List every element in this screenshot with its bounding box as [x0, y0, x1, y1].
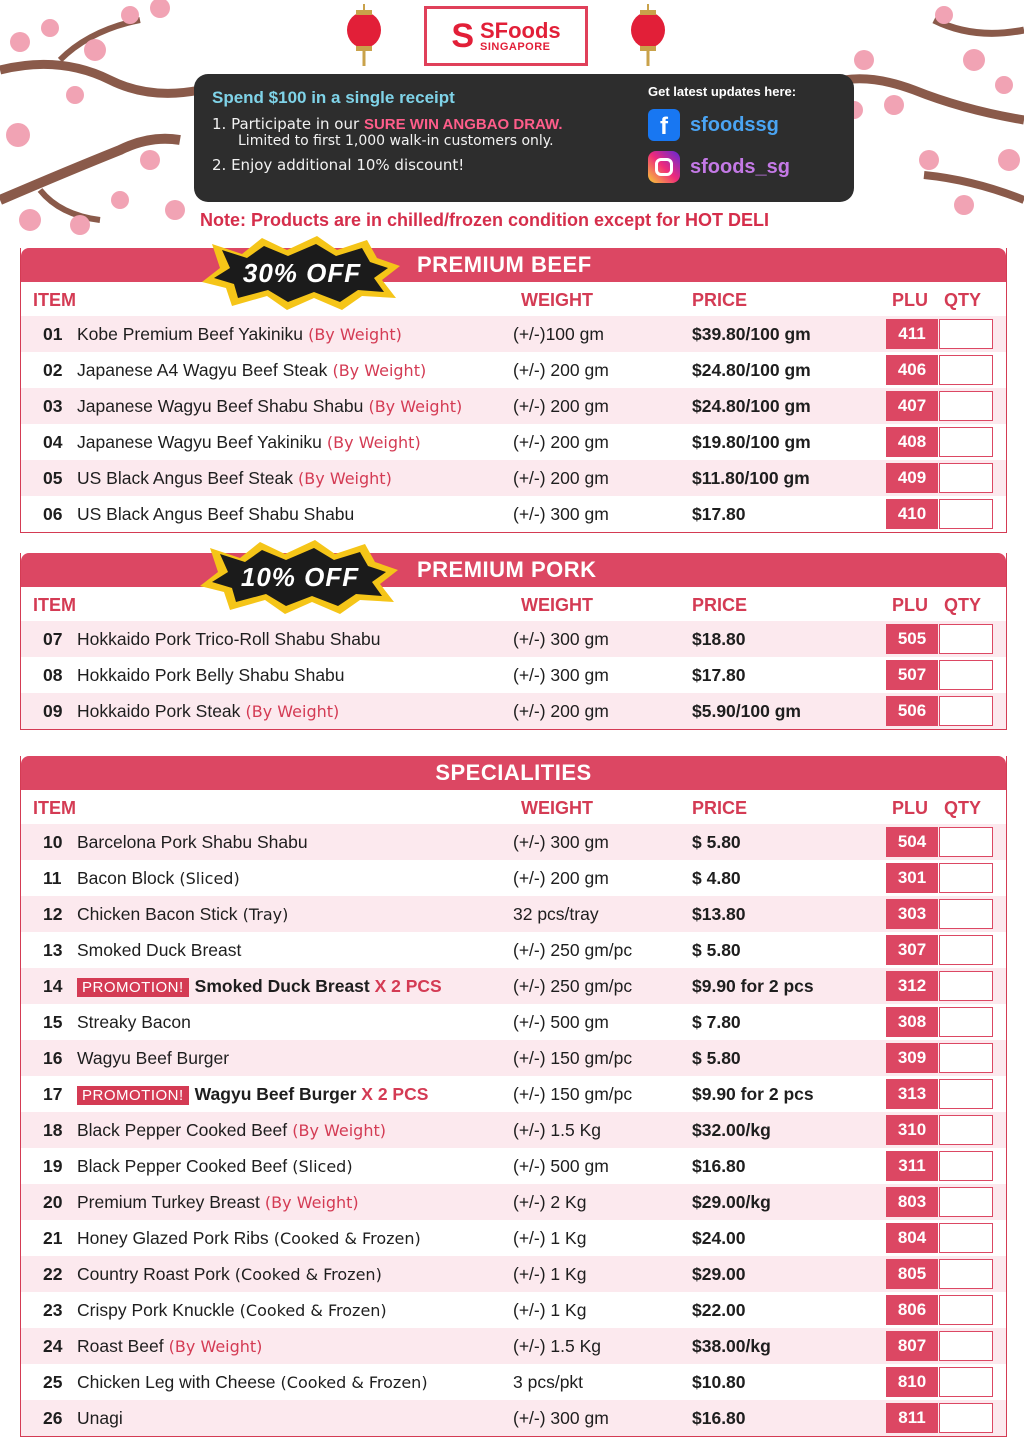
item-price: $ 4.80 — [692, 868, 741, 888]
item-name: Smoked Duck Breast — [77, 940, 242, 960]
instagram-icon — [648, 151, 680, 183]
plu-code: 411 — [886, 319, 938, 349]
section-premium-beef — [20, 248, 1007, 533]
qty-box[interactable] — [939, 499, 993, 529]
plu-code: 811 — [886, 1403, 938, 1433]
item-name-cell — [77, 360, 426, 381]
table-row — [21, 1220, 1006, 1256]
table-row — [21, 657, 1006, 693]
item-name-cell — [77, 1408, 123, 1429]
plu-code: 504 — [886, 827, 938, 857]
item-qualifier: (Cooked & Frozen) — [229, 1265, 382, 1284]
item-number: 14 — [43, 976, 63, 996]
item-number: 21 — [43, 1228, 63, 1248]
item-name-cell — [77, 665, 345, 686]
item-price: $16.80 — [692, 1156, 746, 1176]
qty-box[interactable] — [939, 899, 993, 929]
item-number: 01 — [43, 324, 63, 344]
item-name-cell — [77, 1300, 387, 1321]
plu-code: 313 — [886, 1079, 938, 1109]
item-qualifier: X 2 PCS — [369, 976, 442, 996]
promo-panel — [194, 74, 854, 202]
item-price: $18.80 — [692, 629, 746, 649]
brand-name: SFoods — [480, 17, 561, 43]
plu-code: 303 — [886, 899, 938, 929]
table-row — [21, 352, 1006, 388]
blossom-branch-left — [0, 0, 215, 235]
item-weight: (+/-) 1.5 Kg — [513, 1336, 602, 1356]
item-weight: (+/-)100 gm — [513, 324, 604, 344]
promo-line-1-text: 1. Participate in our — [212, 115, 364, 133]
item-name: Chicken Leg with Cheese — [77, 1372, 276, 1392]
item-name: Streaky Bacon — [77, 1012, 191, 1032]
item-price: $39.80/100 gm — [692, 324, 811, 344]
item-number: 07 — [43, 629, 63, 649]
item-name: Hokkaido Pork Steak — [77, 701, 241, 721]
col-weight: WEIGHT — [521, 595, 593, 615]
item-number: 03 — [43, 396, 63, 416]
item-qualifier: (By Weight) — [287, 1121, 386, 1140]
item-name-cell — [77, 868, 240, 889]
qty-box[interactable] — [939, 624, 993, 654]
plu-code: 505 — [886, 624, 938, 654]
qty-box[interactable] — [939, 1295, 993, 1325]
table-row — [21, 1112, 1006, 1148]
item-weight: (+/-) 250 gm/pc — [513, 976, 633, 996]
item-price: $5.90/100 gm — [692, 701, 801, 721]
item-qualifier: (Cooked & Frozen) — [234, 1301, 387, 1320]
item-name: Wagyu Beef Burger — [194, 1084, 357, 1104]
item-qualifier: (Sliced) — [287, 1157, 353, 1176]
item-name-cell — [77, 1336, 262, 1357]
qty-box[interactable] — [939, 463, 993, 493]
item-weight: (+/-) 300 gm — [513, 1408, 609, 1428]
item-name: US Black Angus Beef Shabu Shabu — [77, 504, 355, 524]
section-title: SPECIALITIES — [21, 756, 1006, 790]
promo-line-2: 2. Enjoy additional 10% discount! — [212, 156, 465, 174]
item-weight: (+/-) 150 gm/pc — [513, 1084, 633, 1104]
col-plu: PLU — [892, 798, 928, 818]
qty-box[interactable] — [939, 827, 993, 857]
item-weight: (+/-) 2 Kg — [513, 1192, 587, 1212]
plu-code: 807 — [886, 1331, 938, 1361]
item-price: $29.00/kg — [692, 1192, 771, 1212]
item-name: Honey Glazed Pork Ribs — [77, 1228, 269, 1248]
item-qualifier: (By Weight) — [303, 325, 402, 344]
item-name: Black Pepper Cooked Beef — [77, 1156, 288, 1176]
col-item: ITEM — [33, 290, 76, 310]
col-plu: PLU — [892, 290, 928, 310]
item-price: $17.80 — [692, 665, 746, 685]
item-name-cell — [77, 1012, 191, 1033]
qty-box[interactable] — [939, 696, 993, 726]
plu-code: 410 — [886, 499, 938, 529]
item-weight: (+/-) 1 Kg — [513, 1264, 587, 1284]
qty-box[interactable] — [939, 355, 993, 385]
table-row — [21, 693, 1006, 729]
qty-box[interactable] — [939, 1259, 993, 1289]
item-price: $ 7.80 — [692, 1012, 741, 1032]
item-number: 02 — [43, 360, 63, 380]
qty-box[interactable] — [939, 1367, 993, 1397]
item-weight: 3 pcs/pkt — [513, 1372, 584, 1392]
plu-code: 806 — [886, 1295, 938, 1325]
table-row — [21, 424, 1006, 460]
item-qualifier: (By Weight) — [321, 433, 421, 452]
qty-box[interactable] — [939, 319, 993, 349]
item-name: Japanese A4 Wagyu Beef Steak — [77, 360, 328, 380]
qty-box[interactable] — [939, 1151, 993, 1181]
qty-box[interactable] — [939, 971, 993, 1001]
col-price: PRICE — [692, 798, 748, 818]
item-price: $17.80 — [692, 504, 746, 524]
item-list — [21, 316, 1006, 532]
table-row — [21, 1040, 1006, 1076]
table-row — [21, 1184, 1006, 1220]
plu-code: 406 — [886, 355, 938, 385]
table-row — [21, 388, 1006, 424]
promotion-tag: PROMOTION! — [77, 1086, 189, 1105]
item-number: 20 — [43, 1192, 63, 1212]
column-headers — [21, 282, 1006, 316]
section-title: PREMIUM PORK — [21, 553, 1006, 587]
social-links — [648, 84, 838, 183]
item-name-cell — [77, 1084, 428, 1105]
table-row — [21, 1256, 1006, 1292]
table-row — [21, 932, 1006, 968]
item-name-cell — [77, 940, 241, 961]
table-row — [21, 1328, 1006, 1364]
item-name-cell — [77, 1156, 353, 1177]
item-price: $38.00/kg — [692, 1336, 771, 1356]
item-name: Wagyu Beef Burger — [77, 1048, 230, 1068]
qty-box[interactable] — [939, 391, 993, 421]
table-row — [21, 460, 1006, 496]
item-weight: (+/-) 500 gm — [513, 1012, 609, 1032]
table-row — [21, 1076, 1006, 1112]
item-price: $22.00 — [692, 1300, 746, 1320]
discount-badge-pork — [200, 540, 400, 614]
item-weight: (+/-) 1 Kg — [513, 1300, 587, 1320]
table-row — [21, 316, 1006, 352]
section-title: PREMIUM BEEF — [21, 248, 1006, 282]
table-row — [21, 824, 1006, 860]
item-name-cell — [77, 1264, 382, 1285]
qty-box[interactable] — [939, 427, 993, 457]
item-weight: (+/-) 200 gm — [513, 396, 609, 416]
item-weight: (+/-) 200 gm — [513, 360, 609, 380]
item-qualifier: (By Weight) — [292, 469, 392, 488]
item-name: Chicken Bacon Stick — [77, 904, 238, 924]
item-weight: (+/-) 250 gm/pc — [513, 940, 633, 960]
table-row — [21, 1004, 1006, 1040]
item-name: Black Pepper Cooked Beef — [77, 1120, 288, 1140]
lantern-icon — [346, 4, 382, 66]
badge-label: 30% OFF — [242, 258, 362, 288]
item-list — [21, 621, 1006, 729]
item-qualifier: (Cooked & Frozen) — [268, 1229, 421, 1248]
item-weight: (+/-) 300 gm — [513, 665, 609, 685]
item-price: $ 5.80 — [692, 1048, 741, 1068]
item-weight: (+/-) 1.5 Kg — [513, 1120, 602, 1140]
plu-code: 310 — [886, 1115, 938, 1145]
table-row — [21, 1148, 1006, 1184]
item-name: Barcelona Pork Shabu Shabu — [77, 832, 308, 852]
item-number: 08 — [43, 665, 63, 685]
item-name: Bacon Block — [77, 868, 175, 888]
item-weight: (+/-) 1 Kg — [513, 1228, 587, 1248]
item-number: 22 — [43, 1264, 63, 1284]
item-name: Unagi — [77, 1408, 123, 1428]
item-qualifier: (By Weight) — [259, 1193, 359, 1212]
item-name-cell — [77, 432, 421, 453]
brand-subtitle: SINGAPORE — [480, 40, 551, 53]
brand-logo — [424, 6, 588, 66]
item-price: $13.80 — [692, 904, 746, 924]
item-weight: (+/-) 200 gm — [513, 868, 609, 888]
table-row — [21, 621, 1006, 657]
condition-note: Note: Products are in chilled/frozen condition except for HOT DELI — [200, 210, 770, 230]
table-row — [21, 1364, 1006, 1400]
plu-code: 804 — [886, 1223, 938, 1253]
item-name: Smoked Duck Breast — [194, 976, 370, 996]
item-qualifier: (Tray) — [237, 905, 289, 924]
item-name-cell — [77, 1192, 359, 1213]
logo-mark-icon: S — [451, 16, 474, 55]
qty-box[interactable] — [939, 1115, 993, 1145]
item-name-cell — [77, 832, 308, 853]
item-price: $24.80/100 gm — [692, 396, 811, 416]
qty-box[interactable] — [939, 660, 993, 690]
item-qualifier: (By Weight) — [327, 361, 427, 380]
table-row — [21, 860, 1006, 896]
item-number: 04 — [43, 432, 63, 452]
table-row — [21, 1292, 1006, 1328]
promotion-tag: PROMOTION! — [77, 978, 189, 997]
col-weight: WEIGHT — [521, 290, 593, 310]
facebook-link[interactable] — [648, 109, 838, 141]
item-name: Japanese Wagyu Beef Shabu Shabu — [77, 396, 364, 416]
item-number: 05 — [43, 468, 63, 488]
item-name-cell — [77, 629, 381, 650]
item-qualifier: (Sliced) — [174, 869, 240, 888]
item-name: Hokkaido Pork Trico-Roll Shabu Shabu — [77, 629, 381, 649]
table-row — [21, 896, 1006, 932]
column-headers — [21, 587, 1006, 621]
promo-line-1-sub: Limited to first 1,000 walk-in customers only. — [238, 133, 554, 149]
item-weight: (+/-) 200 gm — [513, 432, 609, 452]
item-price: $ 5.80 — [692, 940, 741, 960]
plu-code: 408 — [886, 427, 938, 457]
item-price: $10.80 — [692, 1372, 746, 1392]
item-name-cell — [77, 904, 288, 925]
plu-code: 301 — [886, 863, 938, 893]
item-number: 06 — [43, 504, 63, 524]
col-qty: QTY — [944, 290, 982, 310]
column-headers — [21, 790, 1006, 824]
item-number: 15 — [43, 1012, 63, 1032]
facebook-handle: sfoodssg — [690, 113, 779, 136]
item-weight: (+/-) 300 gm — [513, 629, 609, 649]
plu-code: 506 — [886, 696, 938, 726]
item-name: Japanese Wagyu Beef Yakiniku — [77, 432, 322, 452]
col-item: ITEM — [33, 595, 76, 615]
item-number: 12 — [43, 904, 63, 924]
col-price: PRICE — [692, 290, 748, 310]
plu-code: 409 — [886, 463, 938, 493]
item-price: $9.90 for 2 pcs — [692, 976, 814, 996]
qty-box[interactable] — [939, 1079, 993, 1109]
item-price: $29.00 — [692, 1264, 746, 1284]
item-list — [21, 824, 1006, 1436]
plu-code: 311 — [886, 1151, 938, 1181]
item-number: 24 — [43, 1336, 63, 1356]
item-number: 25 — [43, 1372, 63, 1392]
item-name-cell — [77, 701, 339, 722]
item-number: 17 — [43, 1084, 63, 1104]
col-price: PRICE — [692, 595, 748, 615]
lantern-icon — [630, 4, 666, 66]
item-name: Premium Turkey Breast — [77, 1192, 260, 1212]
item-weight: (+/-) 200 gm — [513, 701, 609, 721]
instagram-handle: sfoods_sg — [690, 155, 791, 178]
instagram-link[interactable] — [648, 151, 838, 183]
item-qualifier: (By Weight) — [240, 702, 340, 721]
qty-box[interactable] — [939, 1043, 993, 1073]
plu-code: 507 — [886, 660, 938, 690]
item-name: US Black Angus Beef Steak — [77, 468, 293, 488]
col-weight: WEIGHT — [521, 798, 593, 818]
item-price: $24.00 — [692, 1228, 746, 1248]
item-weight: (+/-) 300 gm — [513, 504, 609, 524]
section-premium-pork — [20, 553, 1007, 730]
item-name-cell — [77, 396, 462, 417]
item-qualifier: (Cooked & Frozen) — [275, 1373, 428, 1392]
angbao-draw-highlight: SURE WIN ANGBAO DRAW. — [363, 116, 563, 133]
item-name-cell — [77, 468, 392, 489]
item-number: 10 — [43, 832, 63, 852]
item-name: Kobe Premium Beef Yakiniku — [77, 324, 303, 344]
item-qualifier: (By Weight) — [163, 1337, 263, 1356]
item-name: Country Roast Pork — [77, 1264, 230, 1284]
plu-code: 805 — [886, 1259, 938, 1289]
item-name-cell — [77, 1372, 428, 1393]
section-specialities — [20, 756, 1007, 1437]
item-name-cell — [77, 1228, 421, 1249]
item-weight: (+/-) 300 gm — [513, 832, 609, 852]
item-number: 13 — [43, 940, 63, 960]
plu-code: 308 — [886, 1007, 938, 1037]
item-price: $16.80 — [692, 1408, 746, 1428]
qty-box[interactable] — [939, 935, 993, 965]
discount-badge-beef — [202, 236, 402, 310]
plu-code: 810 — [886, 1367, 938, 1397]
item-price: $9.90 for 2 pcs — [692, 1084, 814, 1104]
blossom-branch-right — [834, 0, 1024, 230]
item-weight: (+/-) 150 gm/pc — [513, 1048, 633, 1068]
qty-box[interactable] — [939, 1187, 993, 1217]
item-weight: 32 pcs/tray — [513, 904, 599, 924]
table-row — [21, 496, 1006, 532]
item-name: Hokkaido Pork Belly Shabu Shabu — [77, 665, 345, 685]
qty-box[interactable] — [939, 1403, 993, 1433]
item-name: Roast Beef — [77, 1336, 164, 1356]
item-name-cell — [77, 976, 442, 997]
item-price: $24.80/100 gm — [692, 360, 811, 380]
plu-code: 407 — [886, 391, 938, 421]
qty-box[interactable] — [939, 863, 993, 893]
plu-code: 309 — [886, 1043, 938, 1073]
facebook-icon: f — [648, 109, 680, 141]
item-name-cell — [77, 1120, 386, 1141]
badge-label: 10% OFF — [240, 562, 360, 592]
item-number: 16 — [43, 1048, 63, 1068]
plu-code: 803 — [886, 1187, 938, 1217]
plu-code: 312 — [886, 971, 938, 1001]
item-number: 23 — [43, 1300, 63, 1320]
item-number: 11 — [43, 868, 62, 888]
item-number: 26 — [43, 1408, 63, 1428]
qty-box[interactable] — [939, 1223, 993, 1253]
item-number: 18 — [43, 1120, 63, 1140]
qty-box[interactable] — [939, 1331, 993, 1361]
item-number: 09 — [43, 701, 63, 721]
qty-box[interactable] — [939, 1007, 993, 1037]
item-qualifier: (By Weight) — [363, 397, 463, 416]
col-plu: PLU — [892, 595, 928, 615]
item-name-cell — [77, 504, 354, 525]
item-price: $11.80/100 gm — [692, 468, 810, 488]
item-weight: (+/-) 500 gm — [513, 1156, 609, 1176]
item-name: Crispy Pork Knuckle — [77, 1300, 235, 1320]
item-name-cell — [77, 1048, 229, 1069]
table-row — [21, 968, 1006, 1004]
col-item: ITEM — [33, 798, 76, 818]
table-row — [21, 1400, 1006, 1436]
item-price: $32.00/kg — [692, 1120, 771, 1140]
item-name-cell — [77, 324, 402, 345]
item-weight: (+/-) 200 gm — [513, 468, 609, 488]
item-price: $19.80/100 gm — [692, 432, 811, 452]
col-qty: QTY — [944, 798, 982, 818]
item-price: $ 5.80 — [692, 832, 741, 852]
promo-headline: Spend $100 in a single receipt — [212, 88, 455, 107]
plu-code: 307 — [886, 935, 938, 965]
social-heading: Get latest updates here: — [648, 84, 797, 99]
item-qualifier: X 2 PCS — [356, 1084, 429, 1104]
col-qty: QTY — [944, 595, 982, 615]
item-number: 19 — [43, 1156, 63, 1176]
